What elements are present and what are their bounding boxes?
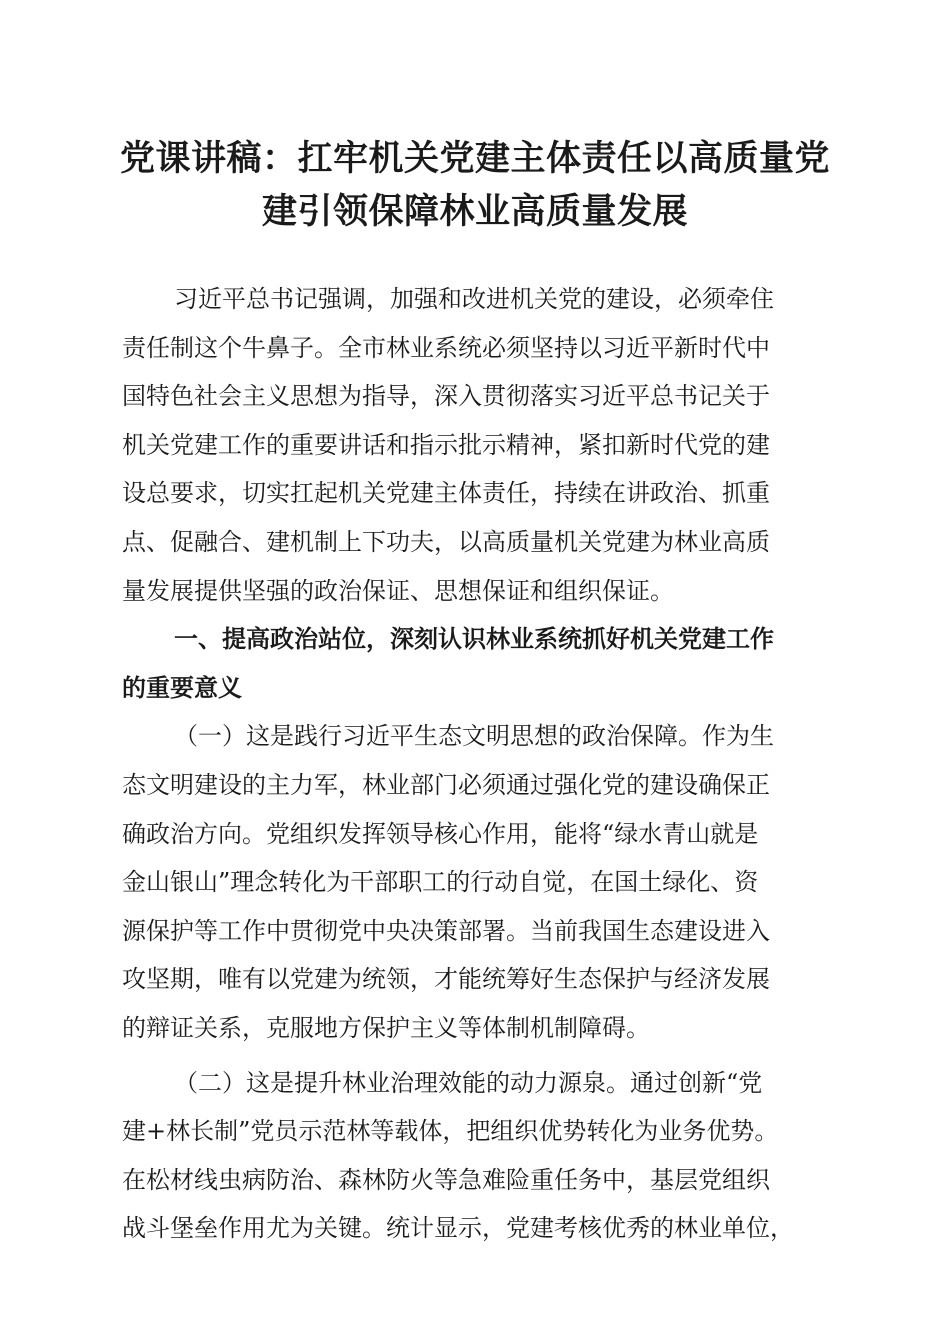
paragraph-line: 量发展提供坚强的政治保证、思想保证和组织保证。 [122,576,674,605]
paragraph-line: 攻坚期，唯有以党建为统领，才能统筹好生态保护与经济发展 [122,965,770,994]
paragraph-line: 点、促融合、建机制上下功夫，以高质量机关党建为林业高质 [122,527,770,556]
paragraph-line: 在松材线虫病防治、森林防火等急难险重任务中，基层党组织 [122,1165,770,1194]
paragraph-line: 态文明建设的主力军，林业部门必须通过强化党的建设确保正 [122,770,770,799]
intro-paragraph [122,275,832,615]
paragraph-line: 设总要求，切实扛起机关党建主体责任，持续在讲政治、抓重 [122,479,770,508]
paragraph-line: 金山银山”理念转化为干部职工的行动自觉，在国土绿化、资 [122,868,759,897]
paragraph-line: 战斗堡垒作用尤为关键。统计显示，党建考核优秀的林业单位， [122,1214,794,1243]
heading-line: 的重要意义 [122,673,242,702]
title-line-2: 建引领保障林业高质量发展 [261,191,688,232]
section-heading-1 [122,615,832,712]
page-title [60,132,890,238]
heading-line: 一、提高政治站位，深刻认识林业系统抓好机关党建工作 [174,625,774,654]
paragraph-line: 确政治方向。党组织发挥领导核心作用，能将“绿水青山就是 [122,819,759,848]
paragraph-line: 习近平总书记强调，加强和改进机关党的建设，必须牵住 [174,285,774,313]
paragraph-line: 机关党建工作的重要讲话和指示批示精神，紧扣新时代党的建 [122,430,770,459]
paragraph-line: （二）这是提升林业治理效能的动力源泉。通过创新“党 [174,1068,763,1097]
paragraph-line: 建+林长制”党员示范林等载体，把组织优势转化为业务优势。 [122,1117,779,1146]
paragraph-line: 国特色社会主义思想为指导，深入贯彻落实习近平总书记关于 [122,382,770,411]
paragraph-2 [122,1059,832,1253]
paragraph-line: 的辩证关系，克服地方保护主义等体制机制障碍。 [122,1013,650,1042]
paragraph-1 [122,712,832,1052]
paragraph-line: 源保护等工作中贯彻党中央决策部署。当前我国生态建设进入 [122,916,770,945]
paragraph-line: （一）这是践行习近平生态文明思想的政治保障。作为生 [174,722,774,751]
paragraph-line: 责任制这个牛鼻子。全市林业系统必须坚持以习近平新时代中 [122,333,770,362]
title-line-1: 党课讲稿：扛牢机关党建主体责任以高质量党 [119,138,830,179]
document-body [122,275,832,1253]
